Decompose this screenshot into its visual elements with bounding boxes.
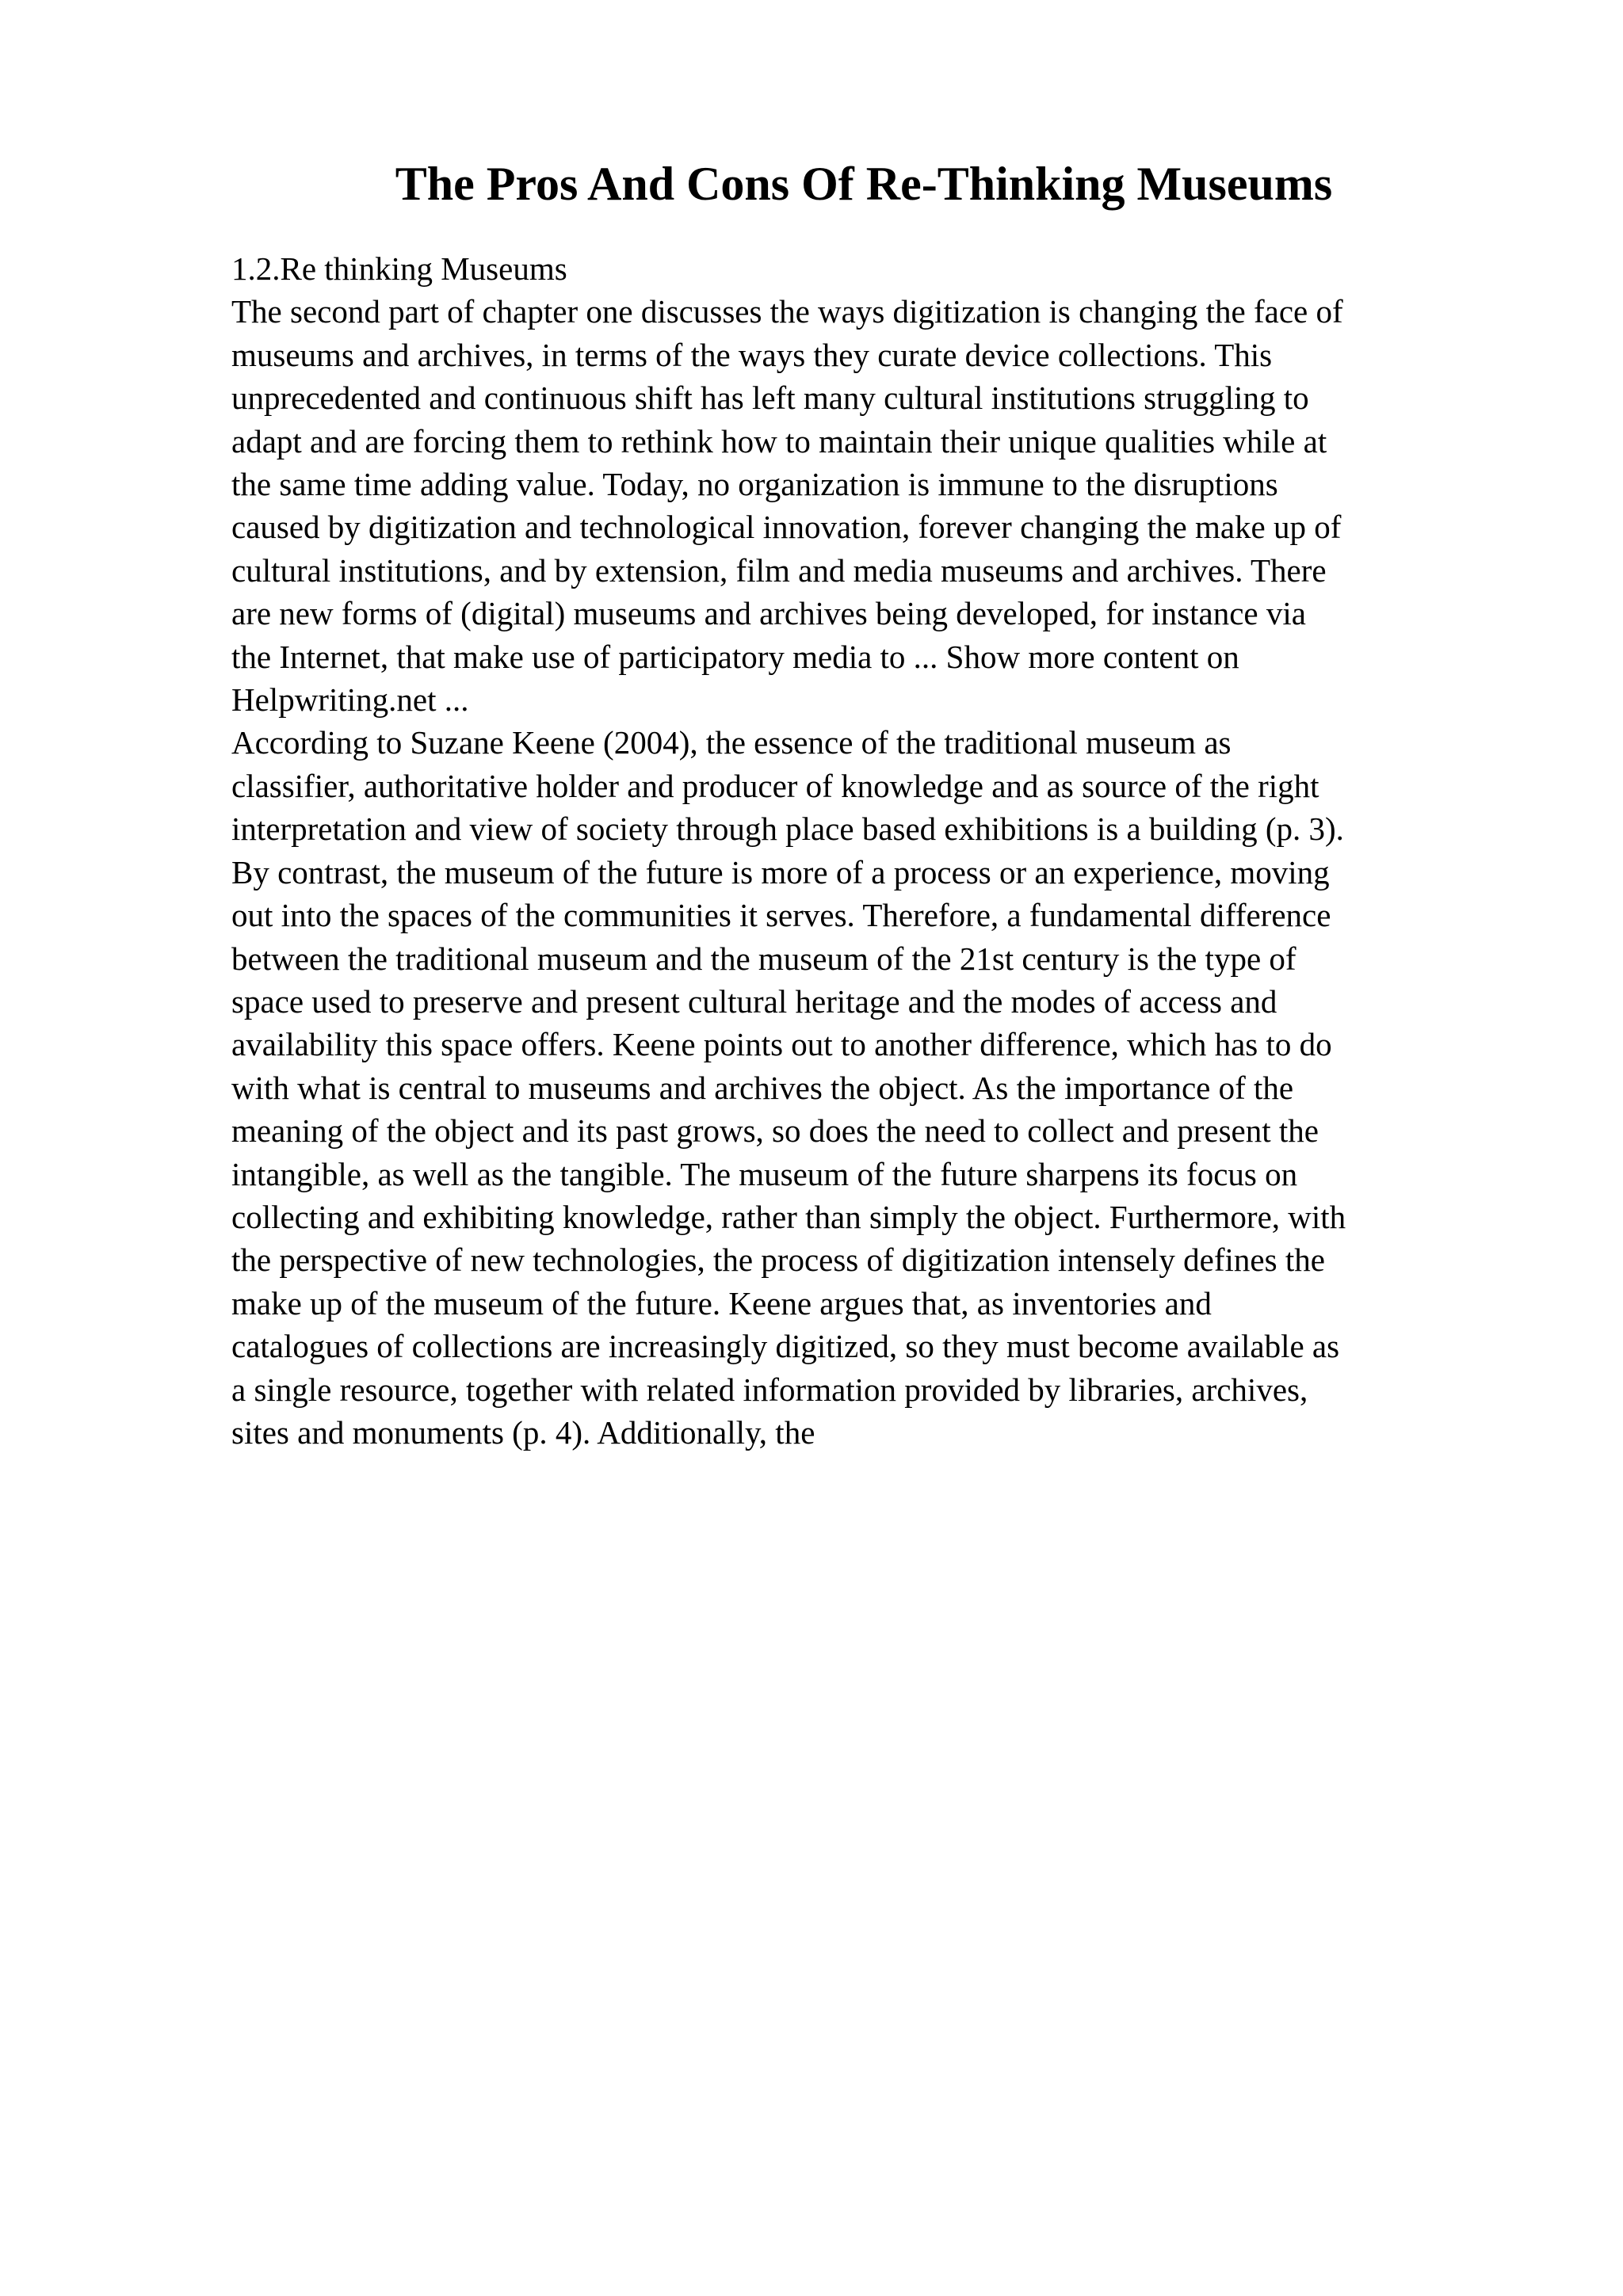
- text-line: cultural institutions, and by extension, film and media museums and archives. There: [231, 551, 1327, 589]
- document-body: [231, 247, 1531, 1454]
- text-line: the Internet, that make use of participatory media to ... Show more content on: [231, 638, 1239, 675]
- text-line: museums and archives, in terms of the ways they curate device collections. This: [231, 336, 1273, 373]
- text-line: between the traditional museum and the museum of the 21st century is the type of: [231, 940, 1296, 977]
- text-line: According to Suzane Keene (2004), the essence of the traditional museum as: [231, 724, 1232, 761]
- text-line: By contrast, the museum of the future is more of a process or an experience, moving: [231, 853, 1330, 891]
- text-line: make up of the museum of the future. Keene argues that, as inventories and: [231, 1284, 1212, 1322]
- text-line: classifier, authoritative holder and producer of knowledge and as source of the right: [231, 767, 1319, 804]
- text-line: space used to preserve and present cultural heritage and the modes of access and: [231, 982, 1277, 1020]
- text-line: Helpwriting.net ...: [231, 681, 469, 719]
- text-line: a single resource, together with related information provided by libraries, archives,: [231, 1371, 1308, 1408]
- text-line: with what is central to museums and archives the object. As the importance of the: [231, 1069, 1294, 1106]
- text-line: 1.2.Re thinking Museums: [231, 250, 567, 287]
- text-line: the same time adding value. Today, no organization is immune to the disruptions: [231, 466, 1278, 503]
- text-line: unprecedented and continuous shift has left many cultural institutions struggling to: [231, 379, 1309, 417]
- text-line: The second part of chapter one discusses the ways digitization is changing the face of: [231, 293, 1343, 330]
- text-line: collecting and exhibiting knowledge, rather than simply the object. Furthermore, with: [231, 1198, 1346, 1235]
- text-line: sites and monuments (p. 4). Additionally, the: [231, 1413, 815, 1451]
- text-line: catalogues of collections are increasingly digitized, so they must become available as: [231, 1328, 1340, 1365]
- text-line: meaning of the object and its past grows, so does the need to collect and present the: [231, 1112, 1319, 1150]
- text-line: are new forms of (digital) museums and archives being developed, for instance via: [231, 595, 1306, 632]
- text-line: interpretation and view of society through place based exhibitions is a building (p. 3).: [231, 810, 1344, 848]
- text-line: availability this space offers. Keene points out to another difference, which has to do: [231, 1026, 1332, 1063]
- text-line: caused by digitization and technological innovation, forever changing the make up of: [231, 509, 1342, 546]
- text-line: intangible, as well as the tangible. The museum of the future sharpens its focus on: [231, 1155, 1298, 1192]
- text-line: the perspective of new technologies, the process of digitization intensely defines the: [231, 1241, 1325, 1279]
- document-title: The Pros And Cons Of Re-Thinking Museums: [395, 158, 1333, 210]
- text-line: adapt and are forcing them to rethink how to maintain their unique qualities while at: [231, 422, 1327, 460]
- text-line: out into the spaces of the communities it serves. Therefore, a fundamental difference: [231, 897, 1331, 934]
